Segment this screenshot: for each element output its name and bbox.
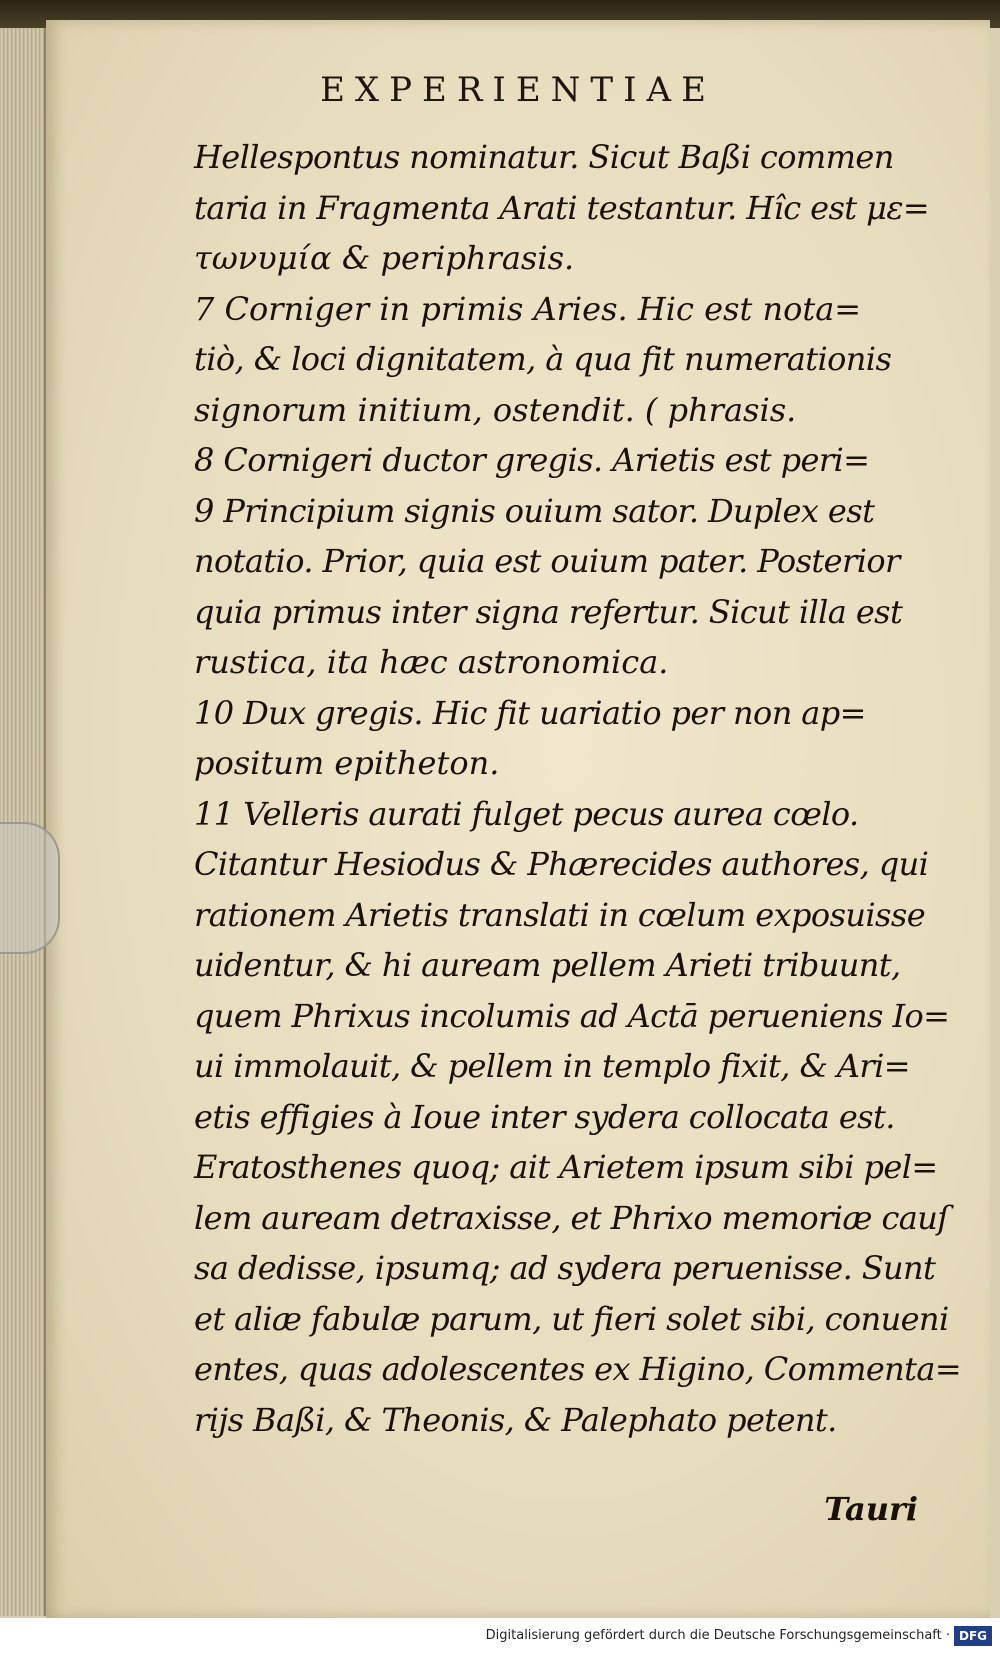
text-line: et aliæ fabulæ parum, ut fieri solet sibi, conueni	[194, 1299, 949, 1338]
text-line: Hellespontus nominatur. Sicut Baßi commen	[194, 138, 894, 176]
text-line: Eratosthenes quoq; ait Arietem ipsum sibi pel=	[194, 1148, 938, 1186]
text-line: uidentur, & hi auream pellem Arieti tribuunt,	[194, 946, 901, 984]
text-line: rijs Baßi, & Theonis, & Palephato petent.	[194, 1400, 837, 1439]
text-line: rustica, ita hæc astronomica.	[194, 643, 669, 681]
text-line: notatio. Prior, quia est ouium pater. Posterior	[194, 542, 900, 580]
text-line: quem Phrixus incolumis ad Actā perueniens Io=	[194, 996, 950, 1035]
text-line: τωνυμία & periphrasis.	[194, 239, 575, 277]
page-clip	[0, 822, 60, 954]
book-page	[46, 20, 990, 1618]
text-line: 10 Dux gregis. Hic fit uariatio per non ap=	[194, 693, 866, 732]
catchword: Tauri	[824, 1490, 918, 1528]
dfg-logo: DFG	[954, 1626, 992, 1646]
text-line: positum epitheton.	[194, 744, 500, 782]
running-head: EXPERIENTIAE	[320, 70, 716, 110]
digitization-credit: Digitalisierung gefördert durch die Deutsche Forschungsgemeinschaft ·	[485, 1628, 950, 1643]
text-line: Citantur Hesiodus & Phærecides authores, qui	[194, 845, 929, 883]
text-line: etis effigies à Ioue inter sydera collocata est.	[194, 1097, 895, 1136]
text-line: lem auream detraxisse, et Phrixo memoriæ cauſ	[194, 1198, 949, 1237]
body-text	[194, 132, 974, 1445]
text-line: 9 Principium signis ouium sator. Duplex est	[194, 491, 875, 530]
text-line: ui immolauit, & pellem in templo fixit, & Ari=	[194, 1047, 910, 1085]
text-line: 11 Velleris aurati fulget pecus aurea cœlo.	[194, 794, 859, 833]
text-line: tiò, & loci dignitatem, à qua fit numerationis	[194, 340, 892, 378]
text-line: 8 Cornigeri ductor gregis. Arietis est peri=	[194, 441, 870, 479]
footer-bar	[0, 1618, 1000, 1656]
text-line: rationem Arietis translati in cœlum exposuisse	[194, 895, 926, 934]
text-line: signorum initium, ostendit. ( phrasis.	[194, 390, 797, 429]
text-line: entes, quas adolescentes ex Higino, Commenta=	[194, 1350, 962, 1388]
text-line: sa dedisse, ipsumq; ad sydera peruenisse. Sunt	[194, 1249, 936, 1287]
text-line: taria in Fragmenta Arati testantur. Hîc est με=	[194, 188, 930, 227]
text-line: 7 Corniger in primis Aries. Hic est nota=	[194, 289, 862, 328]
text-line: quia primus inter signa refertur. Sicut illa est	[194, 592, 903, 631]
